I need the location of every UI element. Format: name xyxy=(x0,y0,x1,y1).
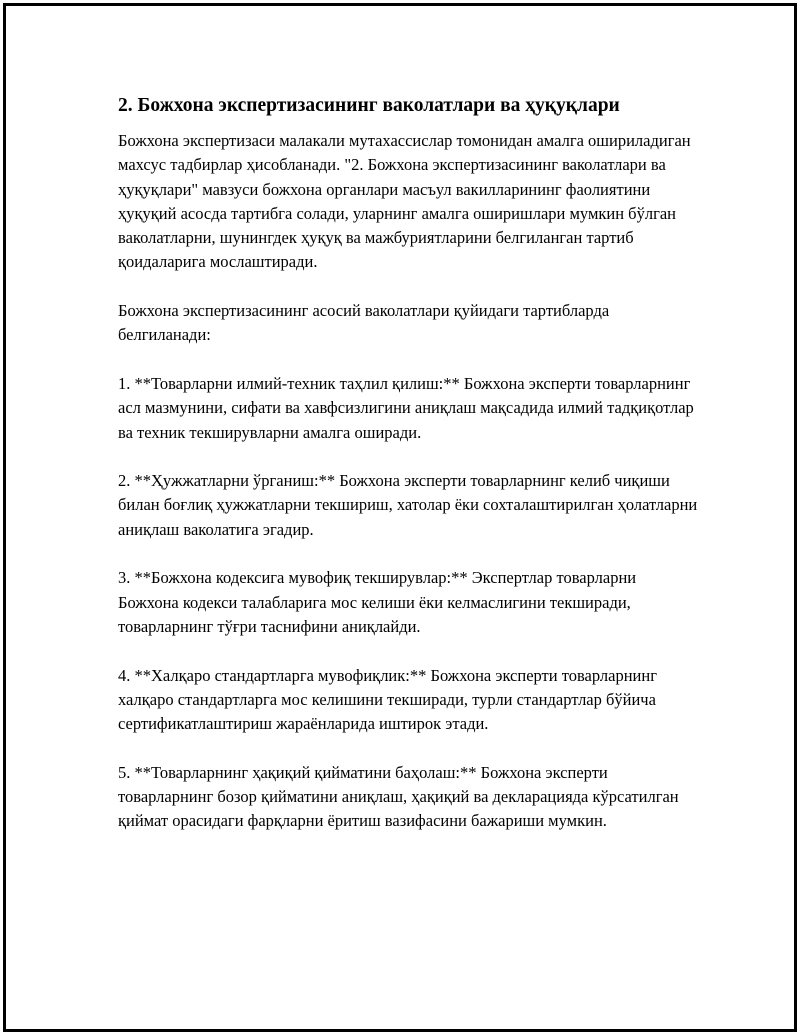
list-item-3: 3. **Божхона кодексига мувофиқ текширувлар:** Экспертлар товарларни Божхона кодекси талабларига мос келиши ёки келмаслигини текширади, товарларнинг тўғри таснифини аниқлайди. xyxy=(118,568,637,636)
list-item-5: 5. **Товарларнинг ҳақиқий қийматини баҳолаш:** Божхона эксперти товарларнинг бозор қийматини аниқлаш, ҳақиқий ва декларацияда кўрсатилган қиймат орасидаги фарқларни ёритиш вазифасини бажариши мумкин. xyxy=(118,762,679,831)
paragraph-powers-lead: Божхона экспертизасининг асосий ваколатлари қуйидаги тартибларда белгиланади: xyxy=(118,301,610,345)
list-item-1: 1. **Товарларни илмий-техник таҳлил қилиш:** Божхона эксперти товарларнинг асл мазмунини, сифати ва хавфсизлигини аниқлаш мақсадида илмий тадқиқотлар ва техник текширувларни амалга оширади. xyxy=(118,373,694,442)
paragraph-intro: Божхона экспертизаси малакали мутахассислар томонидан амалга ошириладиган махсус тадбирлар ҳисобланади. "2. Божхона экспертизасининг ваколатлари ва ҳуқуқлари" мавзуси божхона органлари масъул вакилларининг фаолиятини ҳуқуқий асосда тартибга солади, уларнинг амалга оширишлари мумкин бўлган ваколатларни, шунингдек ҳуқуқ ва мажбуриятларини белгиланган тартиб қоидаларига мослаштиради. xyxy=(118,131,691,272)
list-item-4: 4. **Халқаро стандартларга мувофиқлик:** Божхона эксперти товарларнинг халқаро стандартларга мос келишини текширади, турли стандартлар бўйича сертификатлаштириш жараёнларида иштирок этади. xyxy=(118,665,657,734)
document-body xyxy=(118,92,698,858)
list-item-2: 2. **Ҳужжатларни ўрганиш:** Божхона эксперти товарларнинг келиб чиқиши билан боғлиқ ҳужжатларни текшириш, хатолар ёки сохталаштирилган ҳолатларни аниқлаш ваколатига эгадир. xyxy=(118,471,698,539)
document-title: 2. Божхона экспертизасининг ваколатлари ва ҳуқуқлари xyxy=(118,95,620,116)
